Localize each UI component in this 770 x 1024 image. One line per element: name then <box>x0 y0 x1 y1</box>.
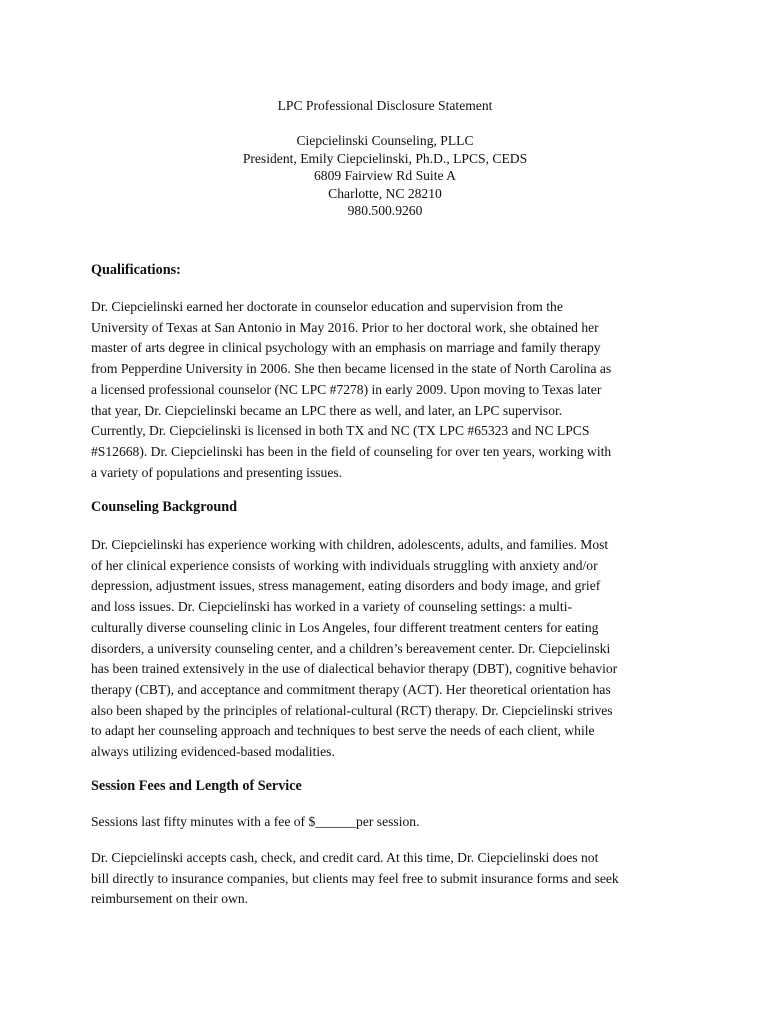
organization-president: President, Emily Ciepcielinski, Ph.D., LPCS, CEDS <box>242 150 528 166</box>
document-title: LPC Professional Disclosure Statement <box>277 98 493 113</box>
paragraph-line: that year, Dr. Ciepcielinski became an LPC there as well, and later, an LPC supervisor. <box>91 402 563 418</box>
organization-block <box>0 132 770 220</box>
organization-phone: 980.500.9260 <box>347 203 423 218</box>
paragraph-line: bill directly to insurance companies, but clients may feel free to submit insurance forms and seek <box>91 870 619 886</box>
paragraph-line: reimbursement on their own. <box>91 891 249 907</box>
paragraph-line: Dr. Ciepcielinski has experience working with children, adolescents, adults, and families. Most <box>91 537 609 552</box>
session-fee-line: Sessions last fifty minutes with a fee of $______per session. <box>91 814 420 829</box>
paragraph-line: master of arts degree in clinical psychology with an emphasis on marriage and family therapy <box>91 340 601 356</box>
paragraph-line: of her clinical experience consists of working with individuals struggling with anxiety and/or <box>91 557 598 573</box>
qualifications-paragraph <box>91 297 681 483</box>
session-fees-heading: Session Fees and Length of Service <box>91 778 302 794</box>
paragraph-line: disorders, a university counseling center, and a children’s bereavement center. Dr. Ciepcielinski <box>91 640 611 656</box>
paragraph-line: a variety of populations and presenting issues. <box>91 464 343 480</box>
paragraph-line: depression, adjustment issues, stress management, eating disorders and body image, and grief <box>91 578 601 594</box>
paragraph-line: from Pepperdine University in 2006. She then became licensed in the state of North Carolina as <box>91 361 612 377</box>
paragraph-line: to adapt her counseling approach and techniques to best serve the needs of each client, while <box>91 723 595 739</box>
paragraph-line: also been shaped by the principles of relational-cultural (RCT) therapy. Dr. Ciepcielinski strives <box>91 702 613 718</box>
paragraph-line: has been trained extensively in the use of dialectical behavior therapy (DBT), cognitive behavior <box>91 661 618 677</box>
organization-name: Ciepcielinski Counseling, PLLC <box>296 133 474 148</box>
qualifications-heading: Qualifications: <box>91 262 181 278</box>
session-fee-paragraph <box>91 812 681 833</box>
paragraph-line: Currently, Dr. Ciepcielinski is licensed in both TX and NC (TX LPC #65323 and NC LPCS <box>91 423 590 439</box>
paragraph-line: #S12668). Dr. Ciepcielinski has been in the field of counseling for over ten years, working with <box>91 443 612 459</box>
paragraph-line: Dr. Ciepcielinski accepts cash, check, and credit card. At this time, Dr. Ciepcielinski does not <box>91 850 599 865</box>
paragraph-line: therapy (CBT), and acceptance and commitment therapy (ACT). Her theoretical orientation has <box>91 681 611 697</box>
counseling-background-paragraph <box>91 535 681 763</box>
paragraph-line: University of Texas at San Antonio in May 2016. Prior to her doctoral work, she obtained her <box>91 319 599 335</box>
organization-address-line1: 6809 Fairview Rd Suite A <box>314 168 456 183</box>
payment-paragraph <box>91 848 681 910</box>
paragraph-line: culturally diverse counseling clinic in Los Angeles, four different treatment centers for eating <box>91 619 599 635</box>
paragraph-line: and loss issues. Dr. Ciepcielinski has worked in a variety of counseling settings: a multi- <box>91 599 572 615</box>
organization-address-line2: Charlotte, NC 28210 <box>328 185 442 201</box>
paragraph-line: Dr. Ciepcielinski earned her doctorate in counselor education and supervision from the <box>91 299 563 314</box>
paragraph-line: a licensed professional counselor (NC LPC #7278) in early 2009. Upon moving to Texas later <box>91 381 602 397</box>
paragraph-line: always utilizing evidenced-based modalities. <box>91 744 335 760</box>
counseling-background-heading: Counseling Background <box>91 499 237 515</box>
